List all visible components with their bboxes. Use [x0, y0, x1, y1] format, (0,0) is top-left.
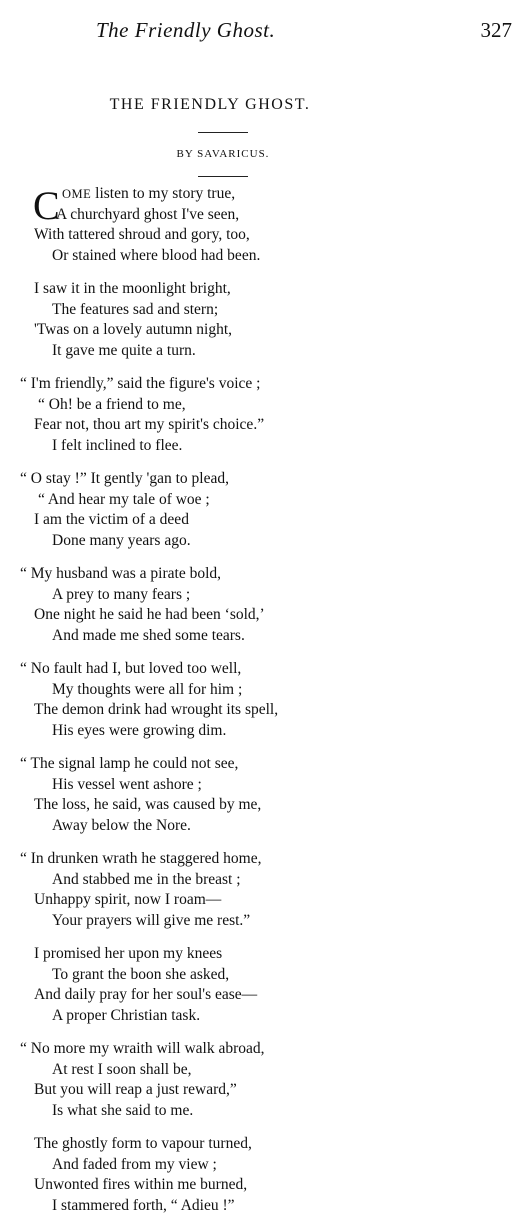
poem-line: With tattered shroud and gory, too,	[34, 226, 250, 243]
poem-line: And stabbed me in the breast ;	[52, 870, 241, 888]
poem-body	[0, 184, 524, 1229]
stanza	[0, 944, 524, 1026]
poem-line: A proper Christian task.	[52, 1006, 201, 1024]
stanza	[0, 374, 524, 456]
poem-line: But you will reap a just reward,”	[34, 1081, 237, 1098]
stanza	[0, 184, 524, 266]
poem-line: His eyes were growing dim.	[52, 721, 227, 739]
poem-line: I felt inclined to flee.	[52, 436, 183, 454]
stanza	[0, 849, 524, 931]
stanza	[0, 279, 524, 361]
first-word-rest: OME	[62, 187, 92, 201]
poem-line: Your prayers will give me rest.”	[52, 911, 251, 929]
title-rule	[198, 132, 248, 133]
poem-line: “ Oh! be a friend to me,	[38, 395, 186, 413]
poem-line: “ The signal lamp he could not see,	[20, 755, 239, 772]
stanza	[0, 564, 524, 646]
poem-line: “ And hear my tale of woe ;	[38, 490, 210, 508]
first-line-rest: listen to my story true,	[91, 185, 236, 202]
running-head	[0, 18, 524, 48]
stanza	[0, 469, 524, 551]
poem-line: A prey to many fears ;	[52, 585, 191, 603]
poem-line: And made me shed some tears.	[52, 626, 245, 644]
poem-line: The loss, he said, was caused by me,	[34, 796, 262, 813]
poem-line: The ghostly form to vapour turned,	[34, 1135, 252, 1152]
byline-rule	[198, 176, 248, 177]
poem-line: “ In drunken wrath he staggered home,	[20, 850, 262, 867]
stanza	[0, 659, 524, 741]
poem-line: 'Twas on a lovely autumn night,	[34, 321, 233, 338]
poem-line: I promised her upon my knees	[34, 945, 223, 962]
poem-line: Is what she said to me.	[52, 1101, 194, 1119]
poem-line: I saw it in the moonlight bright,	[34, 280, 231, 297]
poem-line: Away below the Nore.	[52, 816, 191, 834]
stanza	[0, 1039, 524, 1121]
poem-line: A churchyard ghost I've seen,	[56, 205, 240, 223]
poem-line: My thoughts were all for him ;	[52, 680, 243, 698]
poem-line: It gave me quite a turn.	[52, 341, 196, 359]
poem-line: Unwonted fires within me burned,	[34, 1176, 248, 1193]
poem-line: “ My husband was a pirate bold,	[20, 565, 222, 582]
stanza	[0, 1134, 524, 1216]
poem-line: Done many years ago.	[52, 531, 191, 549]
poem-line: His vessel went ashore ;	[52, 775, 202, 793]
running-title: The Friendly Ghost.	[96, 18, 276, 42]
poem-line: At rest I soon shall be,	[52, 1060, 192, 1078]
poem-line: To grant the boon she asked,	[52, 965, 230, 983]
poem-line: I am the victim of a deed	[34, 511, 189, 528]
stanza	[0, 754, 524, 836]
poem-line: Or stained where blood had been.	[52, 246, 261, 264]
poem-line: And daily pray for her soul's ease—	[34, 986, 258, 1003]
poem-line: The demon drink had wrought its spell,	[34, 701, 279, 718]
poem-line: “ No fault had I, but loved too well,	[20, 660, 242, 677]
poem-line: Fear not, thou art my spirit's choice.”	[34, 416, 265, 433]
poem-line: “ I'm friendly,” said the figure's voice ;	[20, 375, 261, 392]
poem-line: And faded from my view ;	[52, 1155, 217, 1173]
poem-line: Unhappy spirit, now I roam—	[34, 891, 222, 908]
drop-cap: C	[33, 183, 60, 228]
poem-line: The features sad and stern;	[52, 300, 219, 318]
poem-line: “ No more my wraith will walk abroad,	[20, 1040, 265, 1057]
poem-line: I stammered forth, “ Adieu !”	[52, 1196, 235, 1214]
poem-line: “ O stay !” It gently 'gan to plead,	[20, 470, 229, 487]
page-number: 327	[480, 18, 512, 42]
poem-line: One night he said he had been ‘sold,’	[34, 606, 265, 623]
byline: BY SAVARICUS.	[176, 148, 270, 160]
poem-title: THE FRIENDLY GHOST.	[109, 96, 311, 113]
